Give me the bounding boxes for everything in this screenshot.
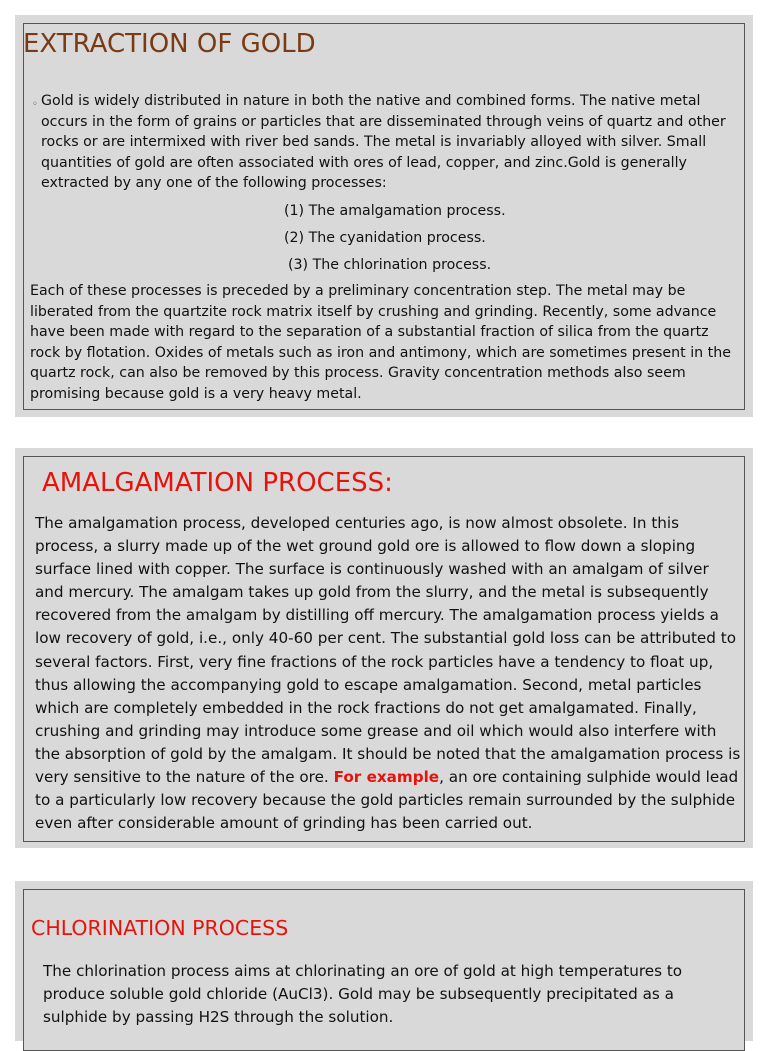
amalgamation-paragraph: [35, 512, 741, 835]
bullet-icon: ◦: [32, 99, 38, 110]
process-item-1: (1) The amalgamation process.: [284, 203, 506, 219]
intro-paragraph: Gold is widely distributed in nature in both the native and combined forms. The native metal occurs in the form of grains or particles that are disseminated through veins of quartz and other rocks or are intermixed with river bed sands. The metal is invariably alloyed with silver. Small quantities of gold are often associated with ores of lead, copper, and zinc.Gold is generally extracted by any one of the following processes:: [41, 93, 726, 192]
slide-title-extraction: EXTRACTION OF GOLD: [23, 29, 316, 59]
for-example-highlight: For example: [333, 768, 440, 787]
slide-title-amalgamation: AMALGAMATION PROCESS:: [42, 468, 393, 498]
process-item-2: (2) The cyanidation process.: [284, 230, 486, 246]
amalgamation-text-part1: The amalgamation process, developed centuries ago, is now almost obsolete. In this process, a slurry made up of the wet ground gold ore is allowed to flow down a sloping surface lined with copper. The surface is continuously washed with an amalgam of silver and mercury. The amalgam takes up gold from the slurry, and the metal is subsequently recovered from the amalgam by distilling off mercury. The amalgamation process yields a low recovery of gold, i.e., only 40-60 per cent. The substantial gold loss can be attributed to several factors. First, very fine fractions of the rock particles have a tendency to float up, thus allowing the accompanying gold to escape amalgamation. Second, metal particles which are completely embedded in the rock fractions do not get amalgamated. Finally, crushing and grinding may introduce some grease and oil which would also interfere with the absorption of gold by the amalgam. It should be noted that the amalgamation process is very sensitive to the nature of the ore.: [35, 514, 741, 787]
amalgamation-text-part2: , an ore containing sulphide would lead to a particularly low recovery because the gold particles remain surrounded by the sulphide even after considerable amount of grinding has been carried out.: [35, 768, 739, 833]
slide-title-chlorination: CHLORINATION PROCESS: [31, 916, 289, 940]
process-item-3: (3) The chlorination process.: [288, 257, 492, 273]
concentration-paragraph: Each of these processes is preceded by a preliminary concentration step. The metal may be liberated from the quartzite rock matrix itself by crushing and grinding. Recently, some advance have been made with regard to the separation of a substantial fraction of silica from the quartz rock by flotation. Oxides of metals such as iron and antimony, which are sometimes present in the quartz rock, can also be removed by this process. Gravity concentration methods also seem promising because gold is a very heavy metal.: [30, 283, 731, 402]
chlorination-paragraph: The chlorination process aims at chlorinating an ore of gold at high temperatures to produce soluble gold chloride (AuCl3). Gold may be subsequently precipitated as a sulphide by passing H2S through the solution.: [43, 962, 683, 1027]
